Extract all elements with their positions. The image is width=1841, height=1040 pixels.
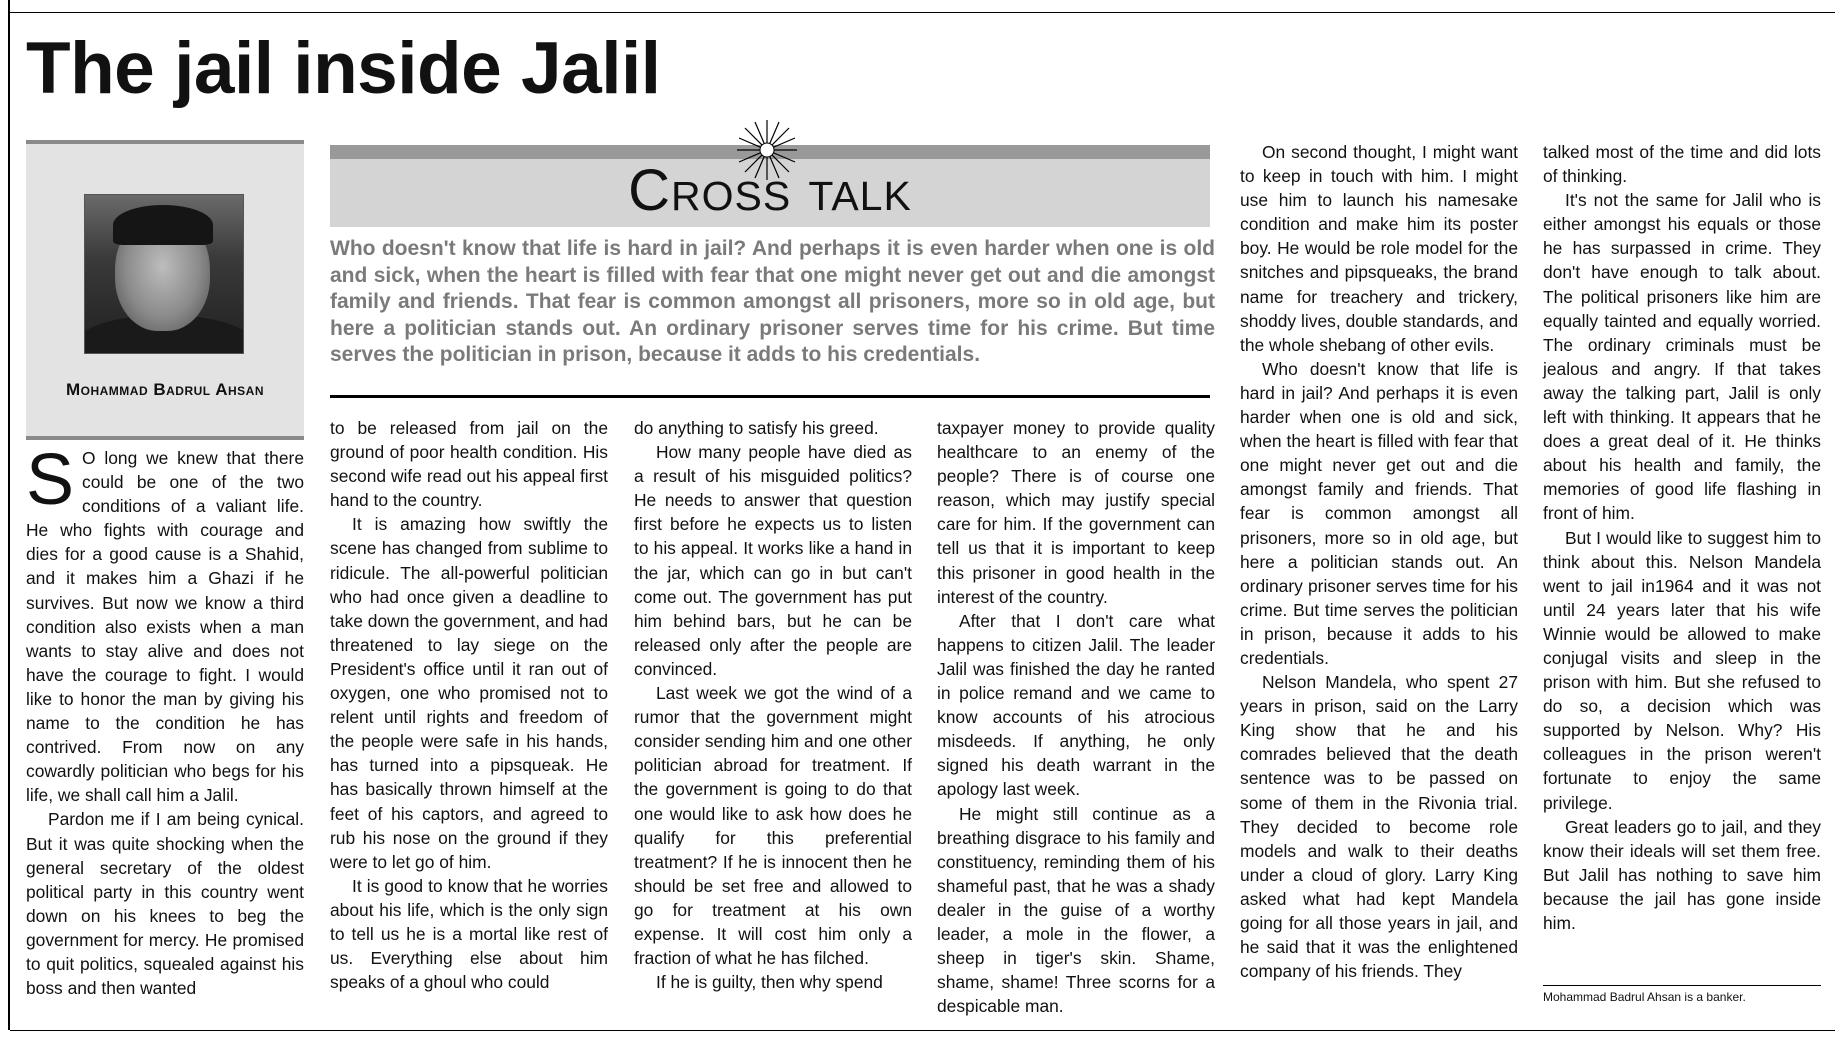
column-4 — [937, 416, 1215, 1018]
paragraph: But I would like to suggest him to think about this. Nelson Mandela went to jail in1964 and it was not until 24 years later that his wife Winnie would be allowed to make conjugal visits and sleep in the prison with him. But she refused to do so, a decision which was supported by Nelson. Why? His colleagues in the prison weren't fortunate to enjoy the same privilege. — [1543, 527, 1821, 813]
column-3 — [634, 416, 912, 994]
paragraph: If he is guilty, then why spend — [656, 972, 883, 993]
drop-cap: S — [26, 440, 75, 520]
paragraph: Pardon me if I am being cynical. But it was quite shocking when the general secretary of the oldest political party in this country went down on his knees to beg the government for mercy. He promised to quit politics, squealed against his boss and then wanted — [26, 809, 304, 999]
page-left-rule — [8, 0, 10, 1030]
deck-rule — [330, 395, 1210, 398]
paragraph: How many people have died as a result of his misguided politics? He needs to answer that question first before he expects us to listen to his appeal. It works like a hand in the jar, which can go in but can't come out. The government has put him behind bars, but he can be released only after the people are convinced. — [634, 442, 912, 679]
deck-text: Who doesn't know that life is hard in jail? And perhaps it is even harder when one is old and sick, when the heart is filled with fear that one might never get out and die amongst family and friends. That fear is common amongst all prisoners, more so in old age, but here a politician stands out. An ordinary prisoner serves time for his crime. But time serves the politician in prison, because it adds to his credentials. — [330, 237, 1215, 366]
paragraph: On second thought, I might want to keep in touch with him. I might use him to launch his namesake condition and make him its poster boy. He would be role model for the snitches and pipsqueaks, the brand name for treachery and trickery, shoddy lives, double standards, and the whole shebang of other evils. — [1240, 142, 1518, 355]
paragraph: It is good to know that he worries about his life, which is the only sign to tell us he is a mortal like rest of us. Everything else about him speaks of a ghoul who could — [330, 875, 608, 993]
section-title: Cross talk — [628, 158, 912, 223]
paragraph: taxpayer money to provide quality healthcare to an enemy of the people? There is of course one reason, which may justify special care for him. If the government can tell us that it is important to keep this prisoner in good health in the interest of the country. — [937, 418, 1215, 607]
paragraph: It's not the same for Jalil who is either amongst his equals or those he has surpassed in crime. They don't have enough to talk about. The political prisoners like him are equally tainted and equally worried. The ordinary criminals must be jealous and angry. If that takes away the talking part, Jalil is only left with thinking. It appears that he does a great deal of it. He thinks about his health and family, the memories of good life flashing in front of him. — [1543, 190, 1821, 524]
author-box — [26, 140, 304, 440]
paragraph: It is amazing how swiftly the scene has changed from sublime to ridicule. The all-powerful politician who had once given a deadline to take down the government, and had threatened to lay siege on the President's office until it ran out of oxygen, one who promised not to relent until rights and freedom of the people were safe in his hands, has turned into a pipsqueak. He has basically thrown himself at the feet of his captors, and agreed to rub his nose on the ground if they were to let go of him. — [330, 514, 608, 872]
author-bio: Mohammad Badrul Ahsan is a banker. — [1543, 990, 1746, 1004]
author-name: Mohammad Badrul Ahsan — [65, 380, 265, 399]
paragraph: After that I don't care what happens to citizen Jalil. The leader Jalil was finished the day he ranted in police remand and we came to know accounts of his atrocious misdeeds. If anything, he only signed his death warrant in the apology last week. — [937, 610, 1215, 800]
paragraph: to be released from jail on the ground of poor health condition. His second wife read out his appeal first hand to the country. — [330, 418, 608, 511]
column-1 — [26, 440, 304, 1000]
paragraph: Last week we got the wind of a rumor that the government might consider sending him and one other politician abroad for treatment. If the government is going to do that one would like to ask how does he qualify for this preferential treatment? If he is innocent then he should be set free and allowed to go for treatment at his own expense. It will cost him only a fraction of what he has filched. — [634, 683, 912, 969]
paragraph: Who doesn't know that life is hard in jail? And perhaps it is even harder when one is old and sick, when the heart is filled with fear that one might never get out and die amongst family and friends. That fear is common amongst all prisoners, more so in old age, but here a politician stands out. An ordinary prisoner serves time for his crime. But time serves the politician in prison, because it adds to his credentials. — [1240, 358, 1518, 668]
column-2 — [330, 416, 608, 994]
paragraph: He might still continue as a breathing disgrace to his family and constituency, reminding them of his shameful past, that he was a shady dealer in the guise of a worthy leader, a mole in the flower, a sheep in tiger's skin. Shame, shame, shame! Three scorns for a despicable man. — [937, 803, 1215, 1017]
column-6 — [1543, 140, 1821, 935]
paragraph: Nelson Mandela, who spent 27 years in prison, said on the Larry King show that he and his comrades believed that the death sentence was to be passed on some of them in the Rivonia trial. They decided to become role models and walk to their deaths under a cloud of glory. Larry King asked what had kept Mandela going for all those years in jail, and he said that it was the enlightened company of his friends. They — [1240, 672, 1518, 982]
bottom-rule — [10, 1030, 1835, 1031]
paragraph: do anything to satisfy his greed. — [634, 418, 879, 438]
paragraph: O long we knew that there could be one of the two conditions of a valiant life. He who fights with courage and dies for a good cause is a Shahid, and it makes him a Ghazi if he survives. But now we know a third condition also exists when a man wants to stay alive and does not have the courage to fight. I would like to honor the man by giving his name to the condition he has contrived. From now on any cowardly politician who begs for his life, we shall call him a Jalil. — [26, 448, 304, 806]
top-rule — [10, 12, 1835, 13]
column-5 — [1240, 140, 1518, 983]
bio-rule — [1543, 985, 1821, 986]
paragraph: talked most of the time and did lots of thinking. — [1543, 142, 1821, 187]
author-photo — [84, 194, 244, 354]
headline: The jail inside Jalil — [26, 28, 661, 109]
paragraph: Great leaders go to jail, and they know their ideals will set them free. But Jalil has nothing to save him because the jail has gone inside him. — [1543, 816, 1821, 933]
